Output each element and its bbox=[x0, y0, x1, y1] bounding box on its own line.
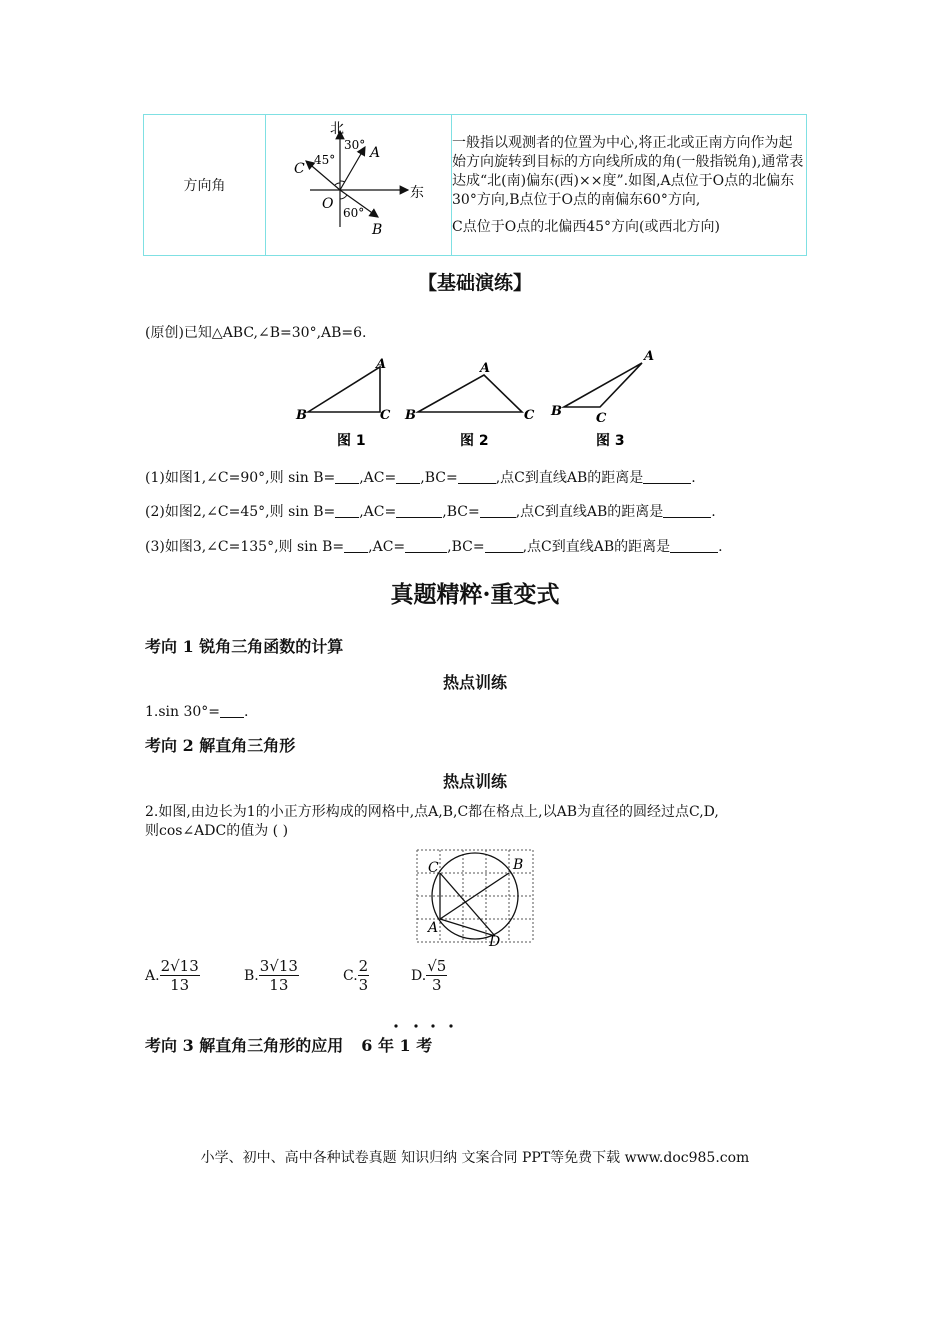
grid-circle-figure bbox=[415, 848, 535, 946]
question-3 bbox=[145, 536, 723, 556]
section-title: 真题精粹·重变式 bbox=[390, 581, 560, 608]
k3-title: 考向 3 解直角三角形的应用 bbox=[145, 1036, 344, 1055]
point-o-label: O bbox=[322, 196, 334, 212]
angle-30-label: 30° bbox=[344, 138, 366, 152]
k1-end: . bbox=[244, 704, 249, 720]
fig1-a: A bbox=[376, 357, 387, 372]
q1-ac-blank[interactable] bbox=[396, 469, 420, 484]
option-a[interactable] bbox=[145, 957, 200, 994]
option-b-fraction bbox=[259, 957, 299, 994]
q1-end: . bbox=[691, 470, 696, 486]
footer: 小学、初中、高中各种试卷真题 知识归纳 文案合同 PPT等免费下载 www.doc985.com bbox=[200, 1150, 750, 1166]
grid-b: B bbox=[513, 857, 524, 873]
option-c-label: C. bbox=[343, 967, 358, 984]
k3-tag: 6 年 1 考 bbox=[361, 1036, 433, 1055]
option-c-num: 2 bbox=[358, 957, 369, 975]
option-b-den: 13 bbox=[269, 976, 289, 994]
angle-60-label: 60° bbox=[343, 206, 365, 220]
fig1-label: 图 1 bbox=[337, 433, 366, 449]
basic-heading: 【基础演练】 bbox=[417, 272, 532, 294]
option-c[interactable] bbox=[343, 957, 369, 994]
q2-bc-text: ,BC= bbox=[442, 504, 480, 520]
triangle-figures bbox=[290, 345, 670, 453]
description-c: C点位于O点的北偏西45°方向(或西北方向) bbox=[452, 218, 720, 235]
term-cell: 方向角 bbox=[144, 115, 266, 256]
grid-a: A bbox=[428, 920, 439, 936]
option-d-label: D. bbox=[411, 967, 427, 984]
q1-bc-text: ,BC= bbox=[420, 470, 458, 486]
option-a-num: 2√13 bbox=[160, 957, 199, 975]
option-a-label: A. bbox=[145, 967, 160, 984]
q1-dist-blank[interactable] bbox=[643, 469, 691, 484]
k1-q-text: 1.sin 30°= bbox=[145, 704, 221, 720]
option-d-den: 3 bbox=[431, 976, 442, 994]
k2-question-line1: 2.如图,由边长为1的小正方形构成的网格中,点A,B,C都在格点上,以AB为直径的圆经过点C,D, bbox=[145, 804, 719, 820]
k1-hot: 热点训练 bbox=[442, 673, 507, 692]
q2-ac-blank[interactable] bbox=[396, 503, 442, 518]
k3-title-row bbox=[145, 1033, 432, 1056]
option-c-den: 3 bbox=[358, 976, 369, 994]
q3-ac-blank[interactable] bbox=[405, 538, 447, 553]
direction-angle-figure bbox=[266, 115, 449, 251]
q3-bc-blank[interactable] bbox=[485, 538, 523, 553]
description-cell bbox=[452, 115, 807, 256]
option-d-fraction bbox=[426, 957, 447, 994]
option-d-num: √5 bbox=[427, 957, 447, 975]
triangle-fig3 bbox=[564, 363, 642, 407]
east-label: 东 bbox=[410, 185, 424, 201]
grid-d: D bbox=[489, 934, 501, 946]
q1-sinb-blank[interactable] bbox=[335, 469, 359, 484]
q3-bc-text: ,BC= bbox=[447, 539, 485, 555]
k1-question bbox=[145, 703, 248, 720]
fig1-c: C bbox=[380, 408, 391, 423]
q3-end: . bbox=[718, 539, 723, 555]
point-b-label: B bbox=[372, 222, 383, 238]
q2-bc-blank[interactable] bbox=[480, 503, 516, 518]
basic-intro: (原创)已知△ABC,∠B=30°,AB=6. bbox=[145, 325, 367, 341]
question-2 bbox=[145, 501, 716, 521]
question-1 bbox=[145, 467, 696, 487]
point-c-label: C bbox=[294, 161, 305, 177]
fig2-label: 图 2 bbox=[460, 433, 489, 449]
k2-question-line2: 则cos∠ADC的值为 ( ) bbox=[145, 823, 289, 839]
option-c-fraction bbox=[358, 957, 370, 994]
q2-prefix: (2)如图2,∠C=45°,则 sin B= bbox=[145, 504, 336, 520]
triangle-fig1 bbox=[308, 367, 380, 412]
fig2-b: B bbox=[405, 408, 416, 423]
q3-dist-blank[interactable] bbox=[670, 538, 718, 553]
fig3-label: 图 3 bbox=[596, 433, 625, 449]
q2-dist-blank[interactable] bbox=[663, 503, 711, 518]
fig3-c: C bbox=[596, 411, 607, 426]
q3-sinb-blank[interactable] bbox=[344, 538, 368, 553]
q2-ac-text: ,AC= bbox=[359, 504, 397, 520]
q2-dist-text: ,点C到直线AB的距离是 bbox=[515, 504, 664, 520]
q3-dist-text: ,点C到直线AB的距离是 bbox=[522, 539, 671, 555]
q2-sinb-blank[interactable] bbox=[335, 503, 359, 518]
angle-45-label: 45° bbox=[314, 153, 336, 167]
k2-title: 考向 2 解直角三角形 bbox=[145, 736, 296, 755]
option-b[interactable] bbox=[244, 957, 299, 994]
fig3-a: A bbox=[644, 349, 655, 364]
q1-prefix: (1)如图1,∠C=90°,则 sin B= bbox=[145, 470, 336, 486]
north-label: 北 bbox=[330, 121, 344, 137]
q1-bc-blank[interactable] bbox=[458, 469, 496, 484]
point-a-label: A bbox=[370, 145, 381, 161]
k1-blank[interactable] bbox=[220, 703, 244, 718]
option-a-den: 13 bbox=[170, 976, 190, 994]
figure-cell bbox=[266, 115, 452, 256]
emphasis-dots bbox=[390, 1022, 460, 1030]
q3-ac-text: ,AC= bbox=[368, 539, 406, 555]
triangle-fig2 bbox=[418, 375, 522, 412]
definition-table bbox=[143, 114, 807, 256]
k2-hot: 热点训练 bbox=[442, 772, 507, 791]
option-d[interactable] bbox=[411, 957, 447, 994]
fig2-a: A bbox=[480, 361, 491, 376]
q1-ac-text: ,AC= bbox=[359, 470, 397, 486]
fig3-b: B bbox=[551, 404, 562, 419]
fig2-c: C bbox=[524, 408, 535, 423]
fig1-b: B bbox=[296, 408, 307, 423]
option-a-fraction bbox=[160, 957, 200, 994]
q2-end: . bbox=[711, 504, 716, 520]
k1-title: 考向 1 锐角三角函数的计算 bbox=[145, 637, 344, 656]
description-main: 一般指以观测者的位置为中心,将正北或正南方向作为起始方向旋转到目标的方向线所成的角(一般指锐角),通常表达成“北(南)偏东(西)××度”.如图,A点位于O点的北偏东30°方向,B点位于O点的南偏东60°方向, bbox=[452, 134, 804, 208]
option-b-num: 3√13 bbox=[259, 957, 298, 975]
q3-prefix: (3)如图3,∠C=135°,则 sin B= bbox=[145, 539, 345, 555]
option-b-label: B. bbox=[244, 967, 259, 984]
q1-dist-text: ,点C到直线AB的距离是 bbox=[495, 470, 644, 486]
grid-c: C bbox=[428, 860, 439, 876]
